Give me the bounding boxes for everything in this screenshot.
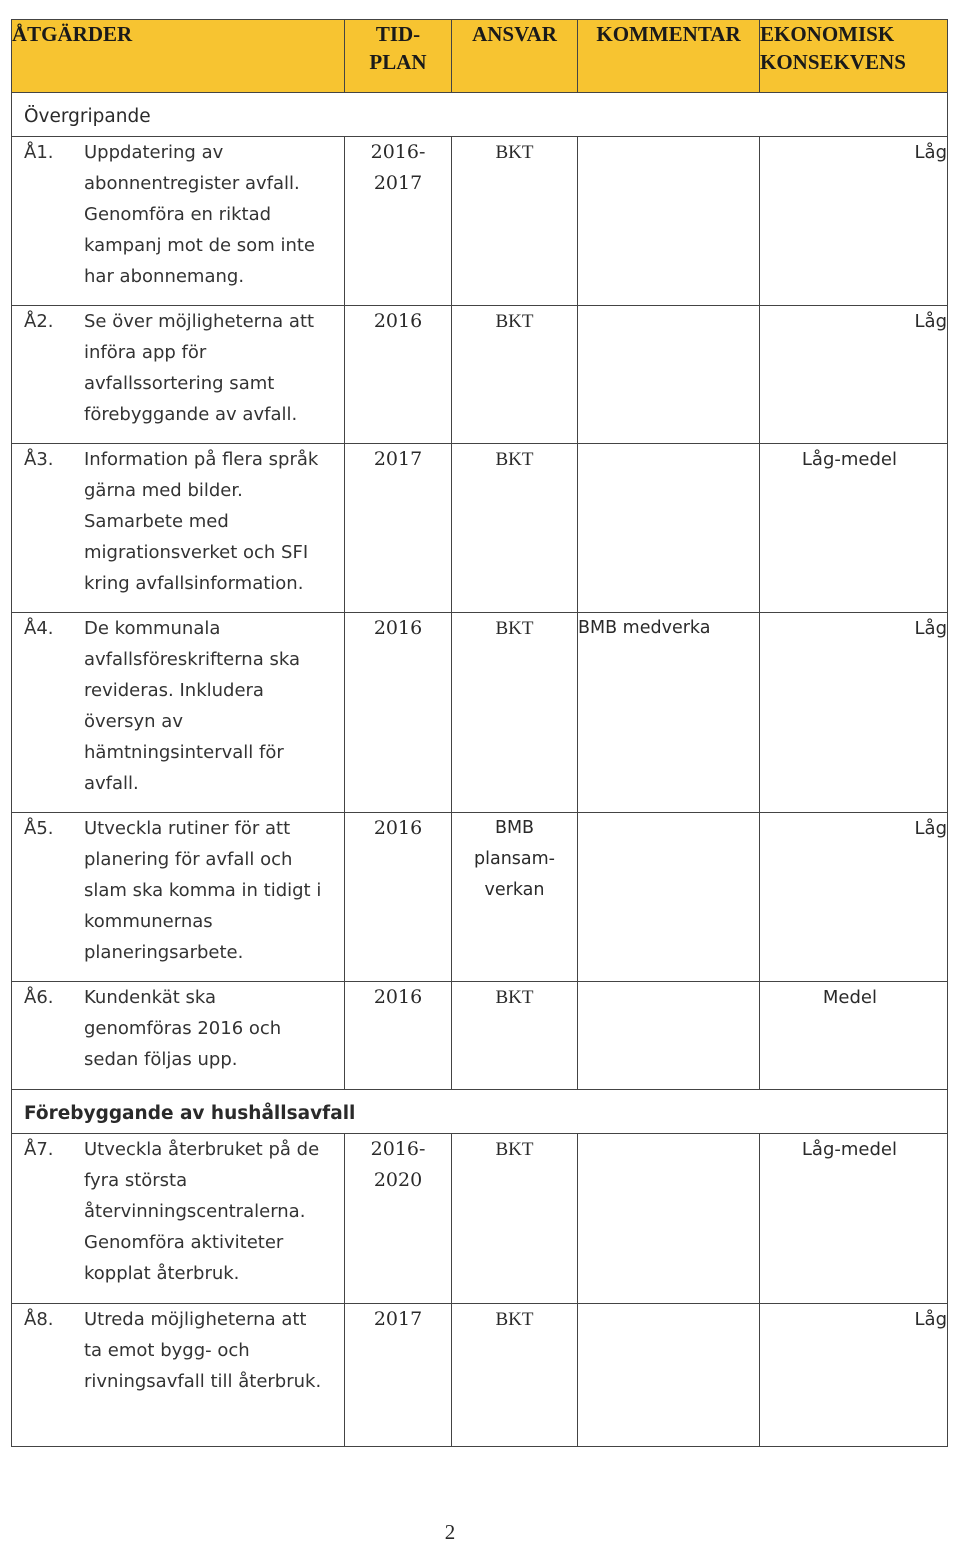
table-row	[12, 306, 948, 444]
economic-cell: Låg	[760, 813, 948, 982]
economic-cell: Medel	[760, 982, 948, 1090]
responsible-cell: BKT	[452, 1134, 578, 1304]
table-row	[12, 444, 948, 613]
page-number: 2	[444, 1520, 456, 1544]
action-number: Å1.	[24, 142, 54, 163]
action-number: Å5.	[24, 818, 54, 839]
table-row	[12, 1304, 948, 1447]
header-kommentar: KOMMENTAR	[578, 20, 760, 93]
timeplan-cell: 2016	[345, 613, 452, 813]
table-row	[12, 137, 948, 306]
responsible-cell: BKT	[452, 982, 578, 1090]
action-text: De kommunala avfallsföreskrifterna ska revideras. Inkludera översyn av hämtningsintervall för avfall.	[84, 618, 300, 794]
comment-cell	[578, 1304, 760, 1447]
action-number: Å6.	[24, 987, 54, 1008]
economic-cell: Låg	[760, 613, 948, 813]
comment-cell	[578, 982, 760, 1090]
section-row	[12, 1090, 948, 1134]
action-text: Information på flera språk gärna med bilder. Samarbete med migrationsverket och SFI kring avfallsinformation.	[84, 449, 319, 594]
responsible-cell: BKT	[452, 1304, 578, 1447]
action-cell	[12, 1134, 345, 1304]
responsible-cell: BKT	[452, 306, 578, 444]
economic-cell: Låg	[760, 137, 948, 306]
responsible-cell: BMB plansam- verkan	[452, 813, 578, 982]
action-number: Å4.	[24, 618, 54, 639]
action-plan-table	[11, 19, 948, 1447]
comment-cell	[578, 137, 760, 306]
responsible-cell: BKT	[452, 613, 578, 813]
comment-cell	[578, 306, 760, 444]
economic-cell: Låg-medel	[760, 444, 948, 613]
action-text: Uppdatering av abonnentregister avfall. Genomföra en riktad kampanj mot de som inte har abonnemang.	[84, 142, 315, 287]
action-number: Å2.	[24, 311, 54, 332]
timeplan-cell: 2016- 2020	[345, 1134, 452, 1304]
section-forebyggande: Förebyggande av hushållsavfall	[12, 1090, 948, 1134]
economic-cell: Låg	[760, 306, 948, 444]
comment-cell	[578, 813, 760, 982]
action-text: Kundenkät ska genomföras 2016 och sedan följas upp.	[84, 987, 282, 1070]
action-text: Utveckla rutiner för att planering för avfall och slam ska komma in tidigt i kommunernas planeringsarbete.	[84, 818, 322, 963]
header-tidplan: TID- PLAN	[345, 20, 452, 93]
responsible-cell: BKT	[452, 444, 578, 613]
action-text: Utveckla återbruket på de fyra största återvinningscentralerna. Genomföra aktiviteter kopplat återbruk.	[84, 1139, 320, 1284]
timeplan-cell: 2016- 2017	[345, 137, 452, 306]
timeplan-cell: 2017	[345, 444, 452, 613]
table-row	[12, 982, 948, 1090]
timeplan-cell: 2017	[345, 1304, 452, 1447]
action-text: Utreda möjligheterna att ta emot bygg- och rivningsavfall till återbruk.	[84, 1309, 322, 1392]
timeplan-cell: 2016	[345, 306, 452, 444]
action-cell	[12, 444, 345, 613]
comment-cell: BMB medverka	[578, 613, 760, 813]
action-cell	[12, 137, 345, 306]
action-cell	[12, 1304, 345, 1447]
action-number: Å3.	[24, 449, 54, 470]
header-ansvar: ANSVAR	[452, 20, 578, 93]
comment-cell	[578, 1134, 760, 1304]
section-row	[12, 93, 948, 137]
header-row	[12, 20, 948, 93]
timeplan-cell: 2016	[345, 813, 452, 982]
table-row	[12, 1134, 948, 1304]
economic-cell: Låg	[760, 1304, 948, 1447]
responsible-cell: BKT	[452, 137, 578, 306]
header-atgarder: ÅTGÄRDER	[12, 20, 345, 93]
header-ekonomisk-konsekvens: EKONOMISK KONSEKVENS	[760, 20, 948, 93]
action-cell	[12, 613, 345, 813]
action-cell	[12, 306, 345, 444]
comment-cell	[578, 444, 760, 613]
table-row	[12, 813, 948, 982]
action-cell	[12, 982, 345, 1090]
action-number: Å7.	[24, 1139, 54, 1160]
action-text: Se över möjligheterna att införa app för avfallssortering samt förebyggande av avfall.	[84, 311, 315, 425]
action-number: Å8.	[24, 1309, 54, 1330]
section-overgripande: Övergripande	[12, 93, 948, 137]
economic-cell: Låg-medel	[760, 1134, 948, 1304]
table-row	[12, 613, 948, 813]
timeplan-cell: 2016	[345, 982, 452, 1090]
action-cell	[12, 813, 345, 982]
